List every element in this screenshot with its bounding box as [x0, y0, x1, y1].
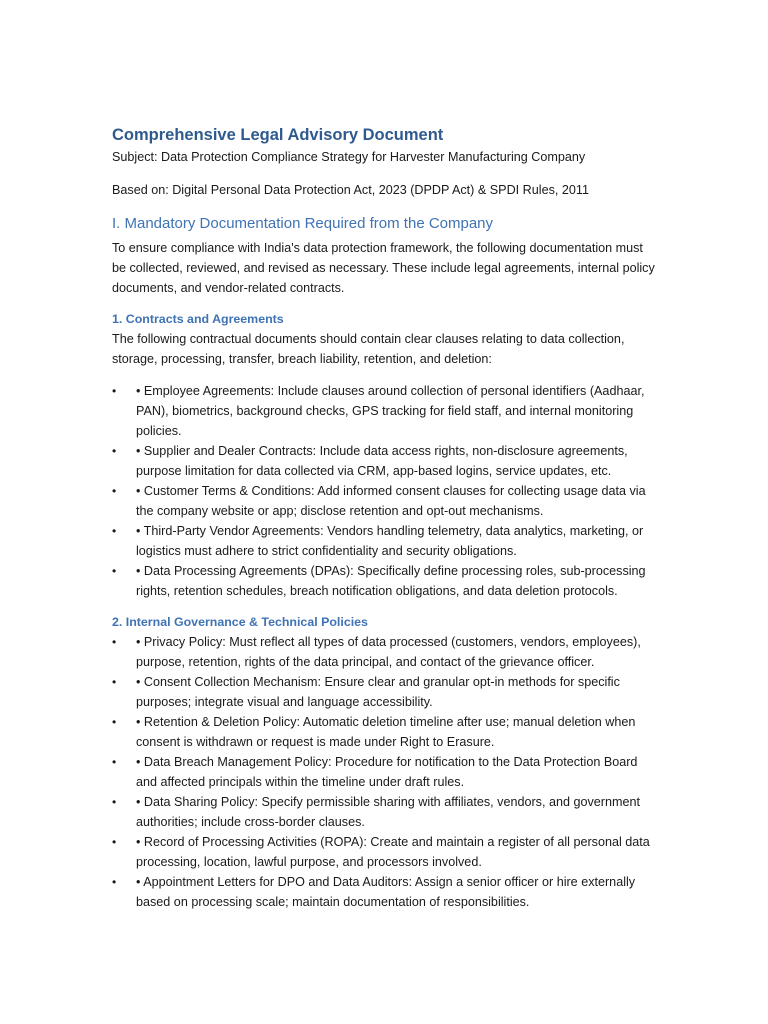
- list-item-text: • Retention & Deletion Policy: Automatic deletion timeline after use; manual deletion when consent is withdrawn or request is made under Right to Erasure.: [136, 715, 636, 749]
- list-item-text: • Supplier and Dealer Contracts: Include data access rights, non-disclosure agreements, purpose limitation for data collected via CRM, app-based logins, service updates, etc.: [136, 444, 628, 478]
- bullet-icon: •: [112, 444, 117, 458]
- subsection-contracts-heading: 1. Contracts and Agreements: [112, 312, 284, 326]
- subsection-contracts-intro: The following contractual documents should contain clear clauses relating to data collection, storage, processing, transfer, breach liability, retention, and deletion:: [112, 332, 625, 366]
- list-item-text: • Third-Party Vendor Agreements: Vendors handling telemetry, data analytics, marketing, or logistics must adhere to strict confidentiality and security obligations.: [136, 524, 644, 558]
- list-item: [112, 712, 660, 752]
- contracts-list: [112, 381, 660, 601]
- list-item: [112, 872, 660, 912]
- list-item-text: • Record of Processing Activities (ROPA): Create and maintain a register of all personal data processing, location, lawful purpose, and processors involved.: [136, 835, 650, 869]
- list-item-text: • Data Breach Management Policy: Procedure for notification to the Data Protection Board and affected principals within the timeline under draft rules.: [136, 755, 638, 789]
- bullet-icon: •: [112, 755, 117, 769]
- bullet-icon: •: [112, 564, 117, 578]
- list-item: [112, 441, 660, 481]
- governance-list: [112, 632, 660, 912]
- bullet-icon: •: [112, 795, 117, 809]
- list-item-text: • Data Processing Agreements (DPAs): Specifically define processing roles, sub-processing rights, retention schedules, breach notification obligations, and data deletion protocols.: [136, 564, 646, 598]
- list-item: [112, 561, 660, 601]
- bullet-icon: •: [112, 835, 117, 849]
- bullet-icon: •: [112, 715, 117, 729]
- bullet-icon: •: [112, 675, 117, 689]
- subsection-governance-heading: 2. Internal Governance & Technical Policies: [112, 615, 368, 629]
- bullet-icon: •: [112, 524, 117, 538]
- list-item-text: • Consent Collection Mechanism: Ensure clear and granular opt-in methods for specific purposes; integrate visual and language accessibility.: [136, 675, 620, 709]
- document-subject: Subject: Data Protection Compliance Strategy for Harvester Manufacturing Company: [112, 150, 586, 164]
- list-item-text: • Customer Terms & Conditions: Add informed consent clauses for collecting usage data via the company website or app; disclose retention and opt-out mechanisms.: [136, 484, 646, 518]
- list-item-text: • Employee Agreements: Include clauses around collection of personal identifiers (Aadhaar, PAN), biometrics, background checks, GPS tracking for field staff, and internal monitoring policies.: [136, 384, 645, 438]
- document-title: Comprehensive Legal Advisory Document: [112, 126, 444, 144]
- bullet-icon: •: [112, 875, 117, 889]
- section-1-intro: To ensure compliance with India's data protection framework, the following documentation must be collected, reviewed, and revised as necessary. These include legal agreements, internal policy documents, and vendor-related contracts.: [112, 241, 655, 295]
- list-item: [112, 632, 660, 672]
- list-item-text: • Privacy Policy: Must reflect all types of data processed (customers, vendors, employees), purpose, retention, rights of the data principal, and contact of the grievance officer.: [136, 635, 641, 669]
- bullet-icon: •: [112, 484, 117, 498]
- document-basis: Based on: Digital Personal Data Protection Act, 2023 (DPDP Act) & SPDI Rules, 2011: [112, 183, 589, 197]
- list-item: [112, 521, 660, 561]
- bullet-icon: •: [112, 384, 117, 398]
- list-item: [112, 381, 660, 441]
- list-item-text: • Appointment Letters for DPO and Data Auditors: Assign a senior officer or hire externally based on processing scale; maintain documentation of responsibilities.: [136, 875, 636, 909]
- list-item: [112, 752, 660, 792]
- list-item: [112, 672, 660, 712]
- bullet-icon: •: [112, 635, 117, 649]
- list-item: [112, 832, 660, 872]
- list-item: [112, 481, 660, 521]
- list-item: [112, 792, 660, 832]
- document-body: [112, 124, 660, 912]
- section-1-heading: I. Mandatory Documentation Required from the Company: [112, 215, 494, 232]
- list-item-text: • Data Sharing Policy: Specify permissible sharing with affiliates, vendors, and government authorities; include cross-border clauses.: [136, 795, 640, 829]
